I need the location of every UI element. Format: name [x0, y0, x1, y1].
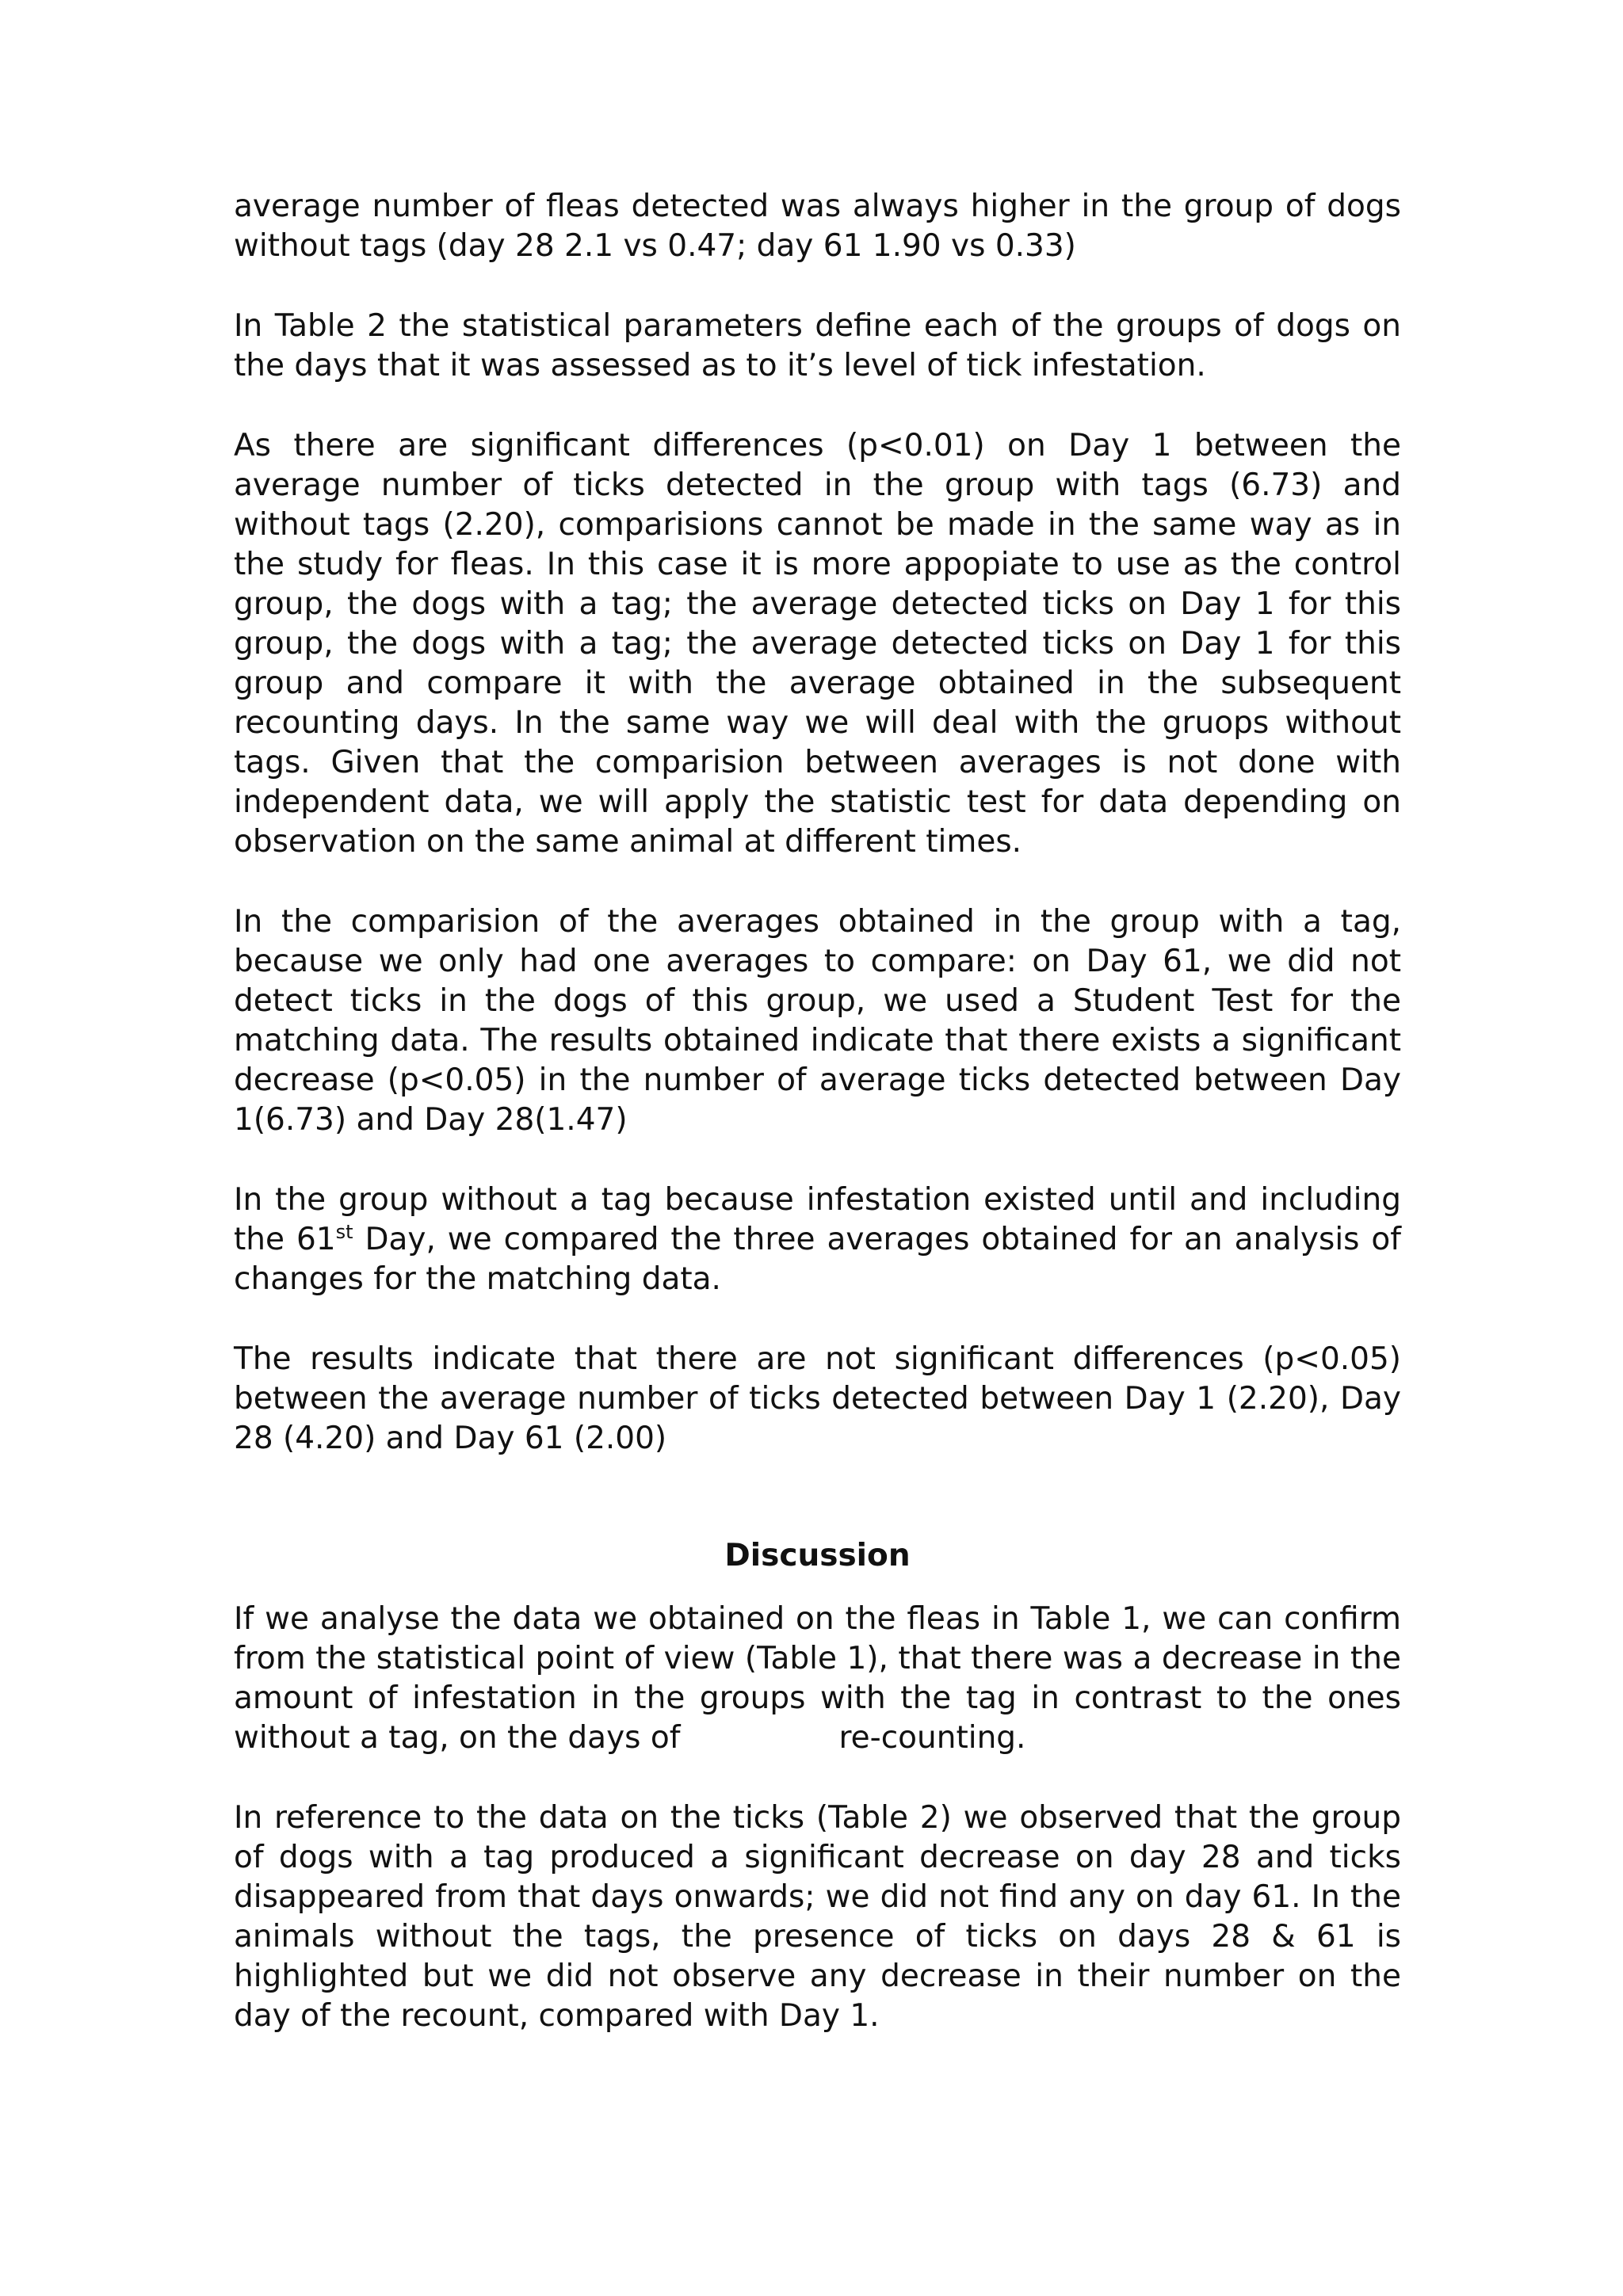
discussion-heading: Discussion: [724, 1538, 911, 1573]
discussion-paragraph-ticks: In reference to the data on the ticks (Table 2) we observed that the group of dogs with a tag produced a significant decrease on day 28 and ticks disappeared from that days onwards; we did not find any on day 61. In the animals without the tags, the presence of ticks on days 28 & 61 is highlighted but we did not observe any decrease in their number on the day of the recount, compared with Day 1.: [234, 1800, 1401, 2034]
document-body: [234, 187, 1401, 2077]
paragraph-day-1-differences: As there are significant differences (p<0.01) on Day 1 between the average number of ticks detected in the group with tags (6.73) and without tags (2.20), comparisions cannot be made in the same way as in the study for fleas. In this case it is more appopiate to use as the control group, the dogs with a tag; the average detected ticks on Day 1 for this group, the dogs with a tag; the average detected ticks on Day 1 for this group and compare it with the average obtained in the subsequent recounting days. In the same way we will deal with the gruops without tags. Given that the comparision between averages is not done with independent data, we will apply the statistic test for data depending on observation on the same animal at different times.: [234, 428, 1401, 860]
discussion-paragraph-fleas-text-start: If we analyse the data we obtained on the fleas in Table 1, we can confirm from the statistical point of view (Table 1), that there was a decrease in the amount of infestation in the groups with the tag in contrast to the ones without a tag, on the days of: [234, 1601, 1401, 1756]
paragraph-table-2-intro: In Table 2 the statistical parameters define each of the groups of dogs on the days that it was assessed as to it’s level of tick infestation.: [234, 308, 1401, 383]
paragraph-flea-averages: average number of fleas detected was always higher in the group of dogs without tags (day 28 2.1 vs 0.47; day 61 1.90 vs 0.33): [234, 189, 1401, 264]
discussion-paragraph-fleas-text-end: re-counting.: [838, 1720, 1026, 1756]
paragraph-no-tag-group: [234, 1180, 1401, 1299]
paragraph-no-tag-group-text-end: Day, we compared the three averages obtained for an analysis of changes for the matching data.: [234, 1222, 1401, 1297]
paragraph-tag-group-comparison: In the comparision of the averages obtained in the group with a tag, because we only had one averages to compare: on Day 61, we did not detect ticks in the dogs of this group, we used a Student Test for the matching data. The results obtained indicate that there exists a significant decrease (p<0.05) in the number of average ticks detected between Day 1(6.73) and Day 28(1.47): [234, 904, 1401, 1138]
paragraph-no-tag-group-text-start: In the group without a tag because infestation existed until and including the 61: [234, 1182, 1401, 1257]
paragraph-results: The results indicate that there are not significant differences (p<0.05) between the average number of ticks detected between Day 1 (2.20), Day 28 (4.20) and Day 61 (2.00): [234, 1341, 1401, 1456]
ordinal-superscript: st: [335, 1221, 353, 1243]
discussion-paragraph-fleas: [234, 1600, 1401, 1758]
